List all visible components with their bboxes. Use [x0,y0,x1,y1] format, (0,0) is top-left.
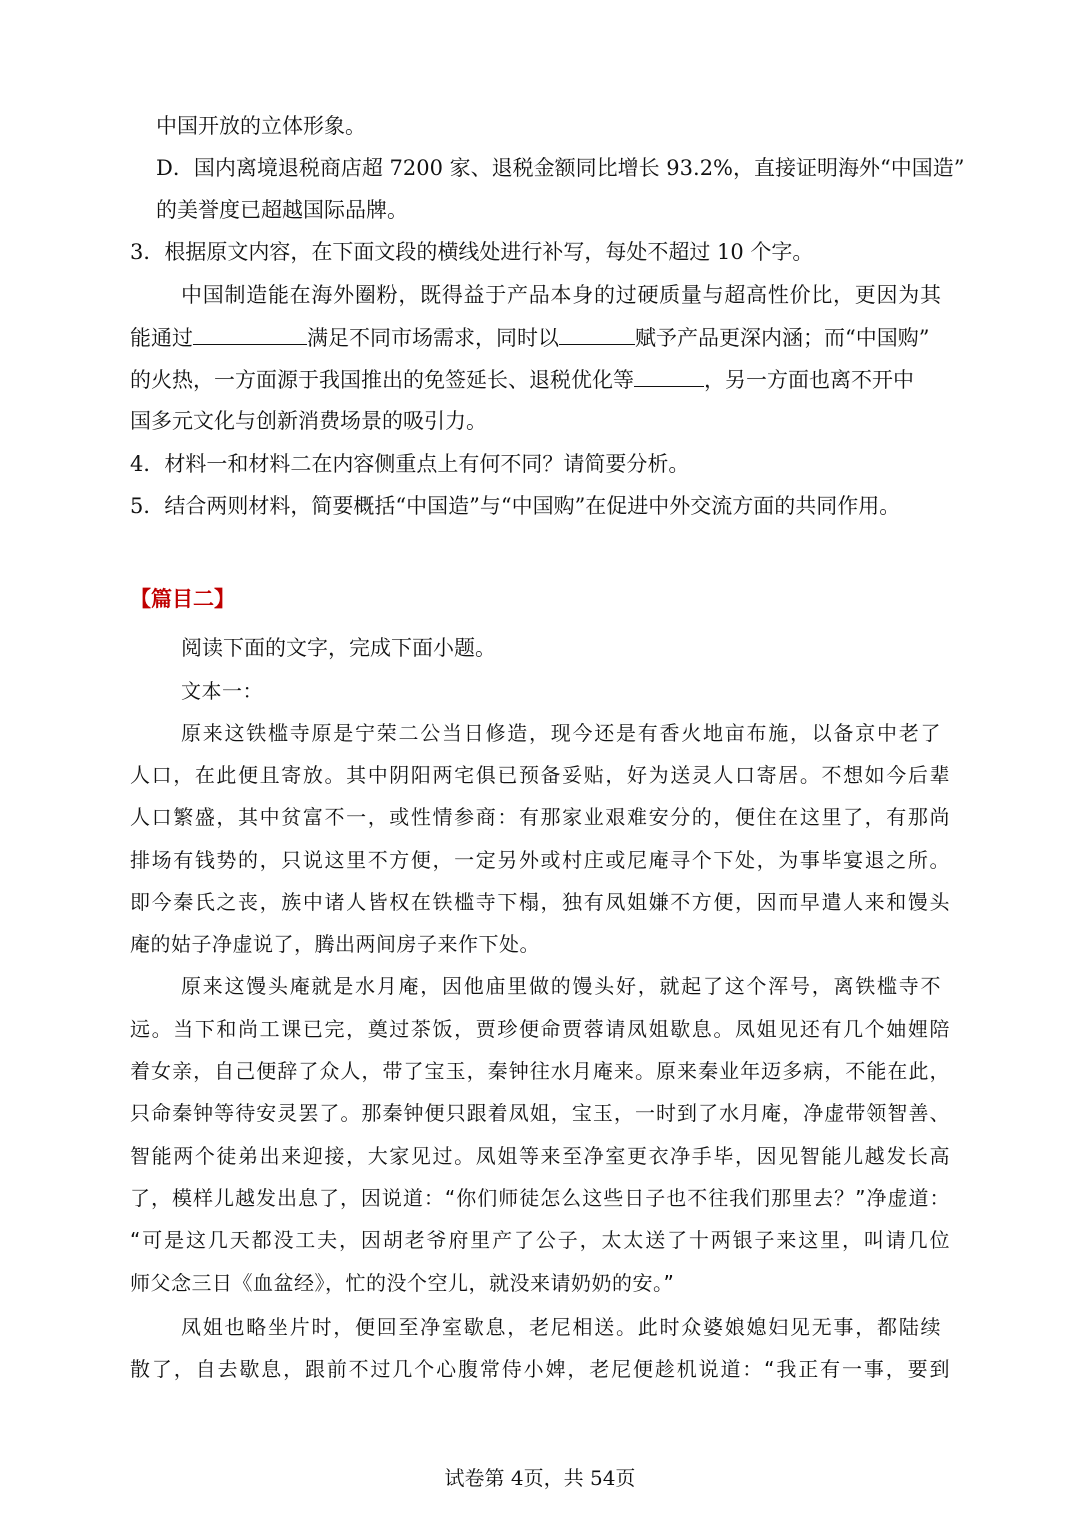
q3-text-a: 能通过 [130,326,193,350]
passage-line: 着女亲，自己便辞了众人，带了宝玉，秦钟往水月庵来。原来秦业年迈多病，不能在此， [130,1059,950,1083]
passage-line: 即今秦氏之丧，族中诸人皆权在铁槛寺下榻，独有凤姐嫌不方便，因而早遣人来和馒头 [130,890,950,914]
q3-text-d: 的火热，一方面源于我国推出的免签延长、退税优化等 [130,368,634,392]
passage-line: 排场有钱势的，只说这里不方便，一定另外或村庄或尼庵寻个下处，为事毕宴退之所。 [130,848,950,872]
reading-instruction: 阅读下面的文字，完成下面小题。 [181,636,496,660]
passage-line: 师父念三日《血盆经》，忙的没个空儿，就没来请奶奶的安。” [130,1271,675,1295]
answer-blank-1[interactable] [193,322,307,345]
passage-line: 了，模样儿越发出息了，因说道：“你们师徒怎么这些日子也不往我们那里去？”净虚道： [130,1186,950,1210]
q3-text-c: 赋予产品更深内涵；而“中国购” [635,326,930,350]
passage-line: “可是这几天都没工夫，因胡老爷府里产了公子，太太送了十两银子来这里，叫请几位 [130,1228,950,1252]
question-3-stem: 3．根据原文内容，在下面文段的横线处进行补写，每处不超过 10 个字。 [130,240,814,264]
page-footer: 试卷第 4页，共 54页 [444,1466,636,1490]
passage-line: 原来这铁槛寺原是宁荣二公当日修造，现今还是有香火地亩布施，以备京中老了 [181,721,941,745]
passage-line: 原来这馒头庵就是水月庵，因他庙里做的馒头好，就起了这个浑号，离铁槛寺不 [181,974,941,998]
text-one-label: 文本一： [181,679,263,703]
option-d-line-2: 的美誉度已超越国际品牌。 [156,198,408,222]
q3-text-e: ，另一方面也离不开中 [704,368,914,392]
answer-blank-2[interactable] [559,322,635,345]
section-title: 【篇目二】 [130,586,235,611]
option-d-line-1: D．国内离境退税商店超 7200 家、退税金额同比增长 93.2%，直接证明海外“中国造” [156,156,965,180]
passage-line: 人口繁盛，其中贫富不一，或性情参商：有那家业艰难安分的，便住在这里了，有那尚 [130,805,950,829]
passage-line: 庵的姑子净虚说了，腾出两间房子来作下处。 [130,932,540,956]
passage-line: 智能两个徒弟出来迎接，大家见过。凤姐等来至净室更衣净手毕，因见智能儿越发长高 [130,1144,950,1168]
question-4-stem: 4．材料一和材料二在内容侧重点上有何不同？请简要分析。 [130,452,690,476]
passage-line: 只命秦钟等待安灵罢了。那秦钟便只跟着凤姐，宝玉，一时到了水月庵，净虚带领智善、 [130,1101,950,1125]
passage-line: 凤姐也略坐片时，便回至净室歇息，老尼相送。此时众婆娘媳妇见无事，都陆续 [181,1315,941,1339]
question-5-stem: 5．结合两则材料，简要概括“中国造”与“中国购”在促进中外交流方面的共同作用。 [130,494,901,518]
q3-paragraph-line-2 [130,322,950,353]
passage-line: 散了，自去歇息，跟前不过几个心腹常侍小婢，老尼便趁机说道：“我正有一事，要到 [130,1357,950,1381]
option-c-continuation: 中国开放的立体形象。 [156,114,366,138]
passage-line: 远。当下和尚工课已完，奠过茶饭，贾珍便命贾蓉请凤姐歇息。凤姐见还有几个妯娌陪 [130,1017,950,1041]
answer-blank-3[interactable] [634,364,704,387]
passage-line: 人口，在此便且寄放。其中阴阳两宅俱已预备妥贴，好为送灵人口寄居。不想如今后辈 [130,763,950,787]
q3-paragraph-line-3 [130,364,950,395]
q3-paragraph-line-4: 国多元文化与创新消费场景的吸引力。 [130,409,487,433]
q3-text-b: 满足不同市场需求，同时以 [307,326,559,350]
q3-paragraph-line-1: 中国制造能在海外圈粉，既得益于产品本身的过硬质量与超高性价比，更因为其 [181,283,941,307]
